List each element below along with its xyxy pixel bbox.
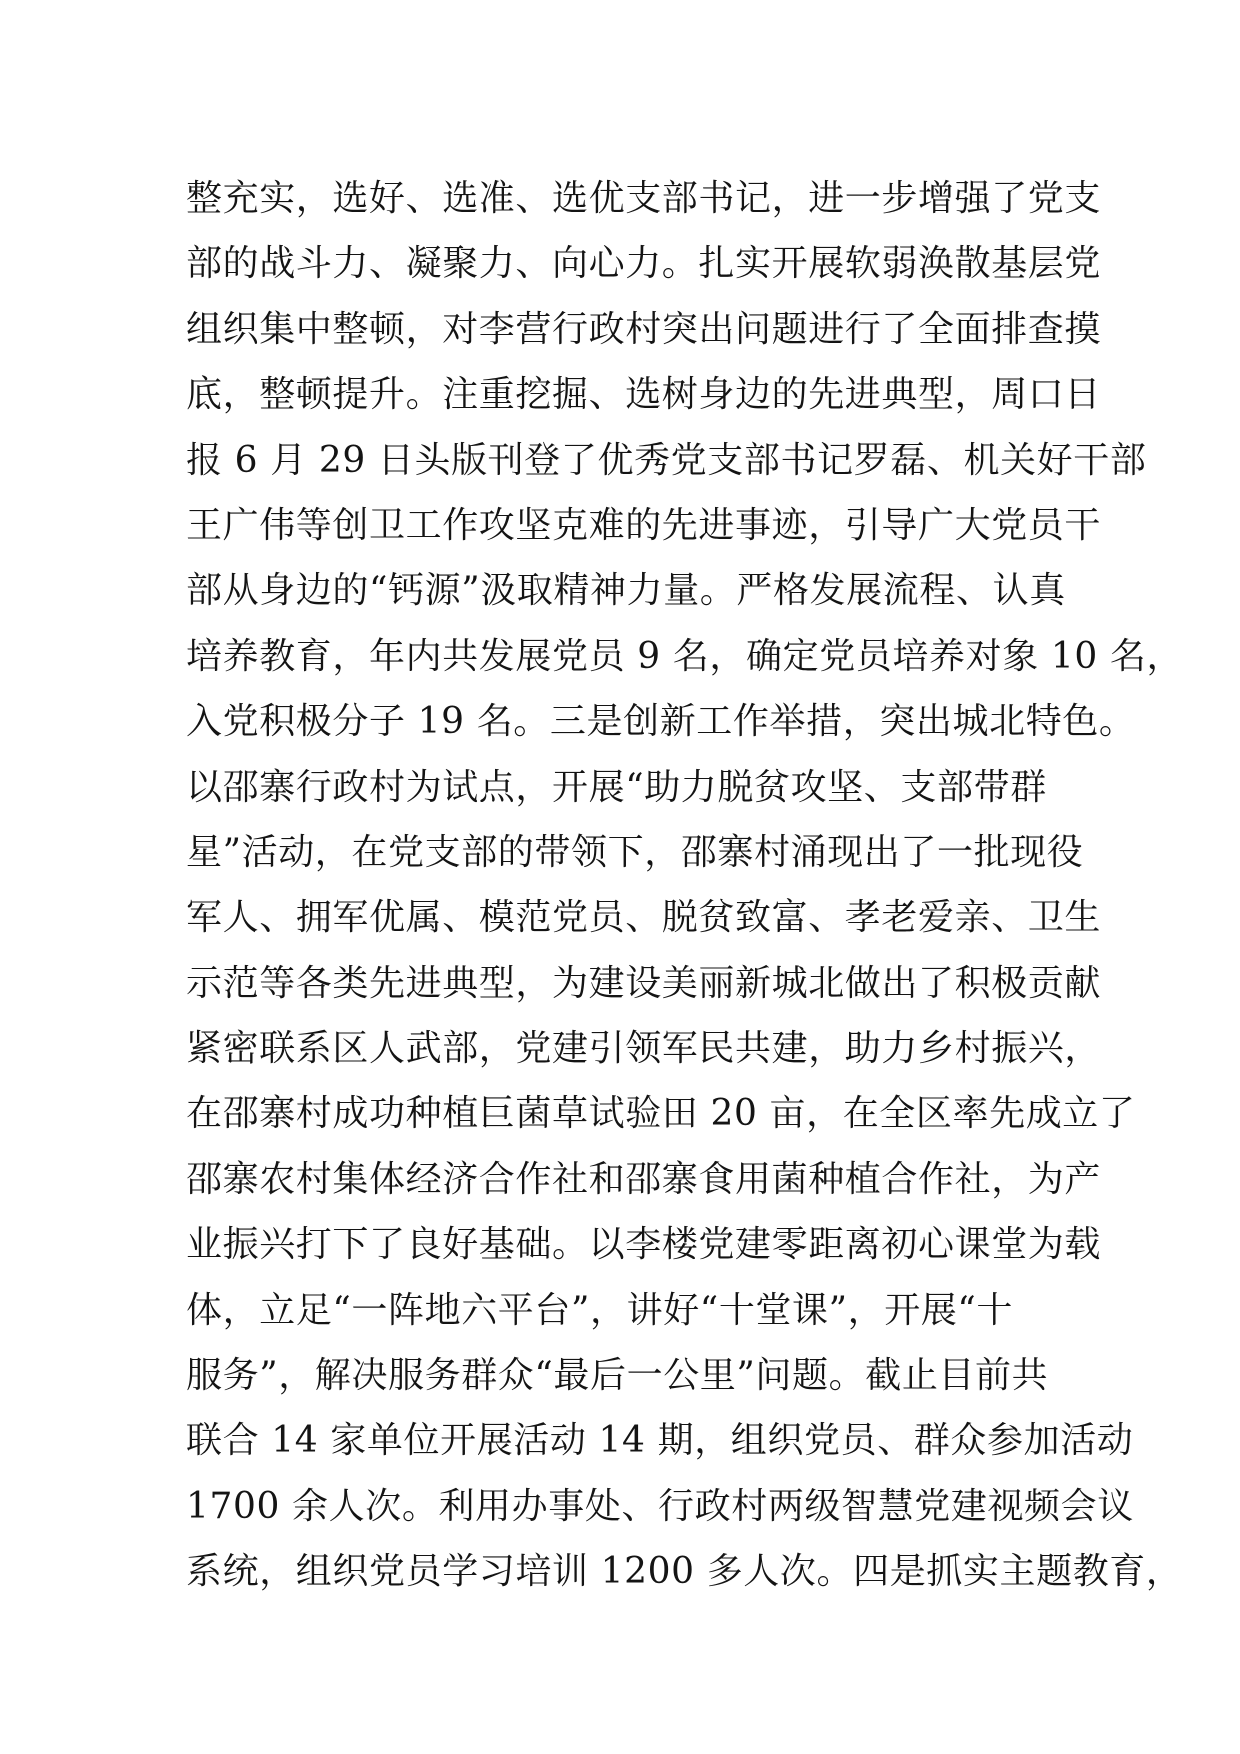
text-line: 以邵寨行政村为试点，开展“助力脱贫攻坚、支部带群	[186, 766, 1047, 808]
text-line: 服务”，解决服务群众“最后一公里”问题。截止目前共	[186, 1355, 1049, 1397]
text-line: 王广伟等创卫工作攻坚克难的先进事迹，引导广大党员干	[186, 504, 1102, 546]
text-line: 军人、拥军优属、模范党员、脱贫致富、孝老爱亲、卫生	[186, 897, 1102, 939]
text-line: 底，整顿提升。注重挖掘、选树身边的先进典型，周口日	[186, 374, 1102, 416]
text-line: 示范等各类先进典型，为建设美丽新城北做出了积极贡献	[186, 962, 1102, 1004]
text-line: 紧密联系区人武部，党建引领军民共建，助力乡村振兴，	[186, 1028, 1102, 1070]
text-line: 组织集中整顿，对李营行政村突出问题进行了全面排查摸	[186, 308, 1102, 350]
text-line: 业振兴打下了良好基础。以李楼党建零距离初心课堂为载	[186, 1224, 1102, 1266]
text-line: 1700 余人次。利用办事处、行政村两级智慧党建视频会议	[186, 1485, 1134, 1527]
text-line: 入党积极分子 19 名。三是创新工作举措，突出城北特色。	[186, 701, 1136, 743]
text-line: 体，立足“一阵地六平台”，讲好“十堂课”，开展“十	[186, 1289, 1014, 1331]
text-line: 报 6 月 29 日头版刊登了优秀党支部书记罗磊、机关好干部	[186, 439, 1147, 481]
text-line: 培养教育，年内共发展党员 9 名，确定党员培养对象 10 名，	[186, 635, 1184, 677]
text-line: 系统，组织党员学习培训 1200 多人次。四是抓实主题教育，	[186, 1551, 1183, 1593]
text-line: 星”活动，在党支部的带领下，邵寨村涌现出了一批现役	[186, 831, 1084, 873]
text-line: 邵寨农村集体经济合作社和邵寨食用菌种植合作社，为产	[186, 1158, 1102, 1200]
text-line: 部的战斗力、凝聚力、向心力。扎实开展软弱涣散基层党	[186, 243, 1102, 285]
body-text	[186, 166, 1184, 1605]
text-line: 部从身边的“钙源”汲取精神力量。严格发展流程、认真	[186, 570, 1066, 612]
text-line: 整充实，选好、选准、选优支部书记，进一步增强了党支	[186, 178, 1102, 219]
text-line: 在邵寨村成功种植巨菌草试验田 20 亩，在全区率先成立了	[186, 1093, 1136, 1135]
text-line: 联合 14 家单位开展活动 14 期，组织党员、群众参加活动	[186, 1420, 1134, 1462]
